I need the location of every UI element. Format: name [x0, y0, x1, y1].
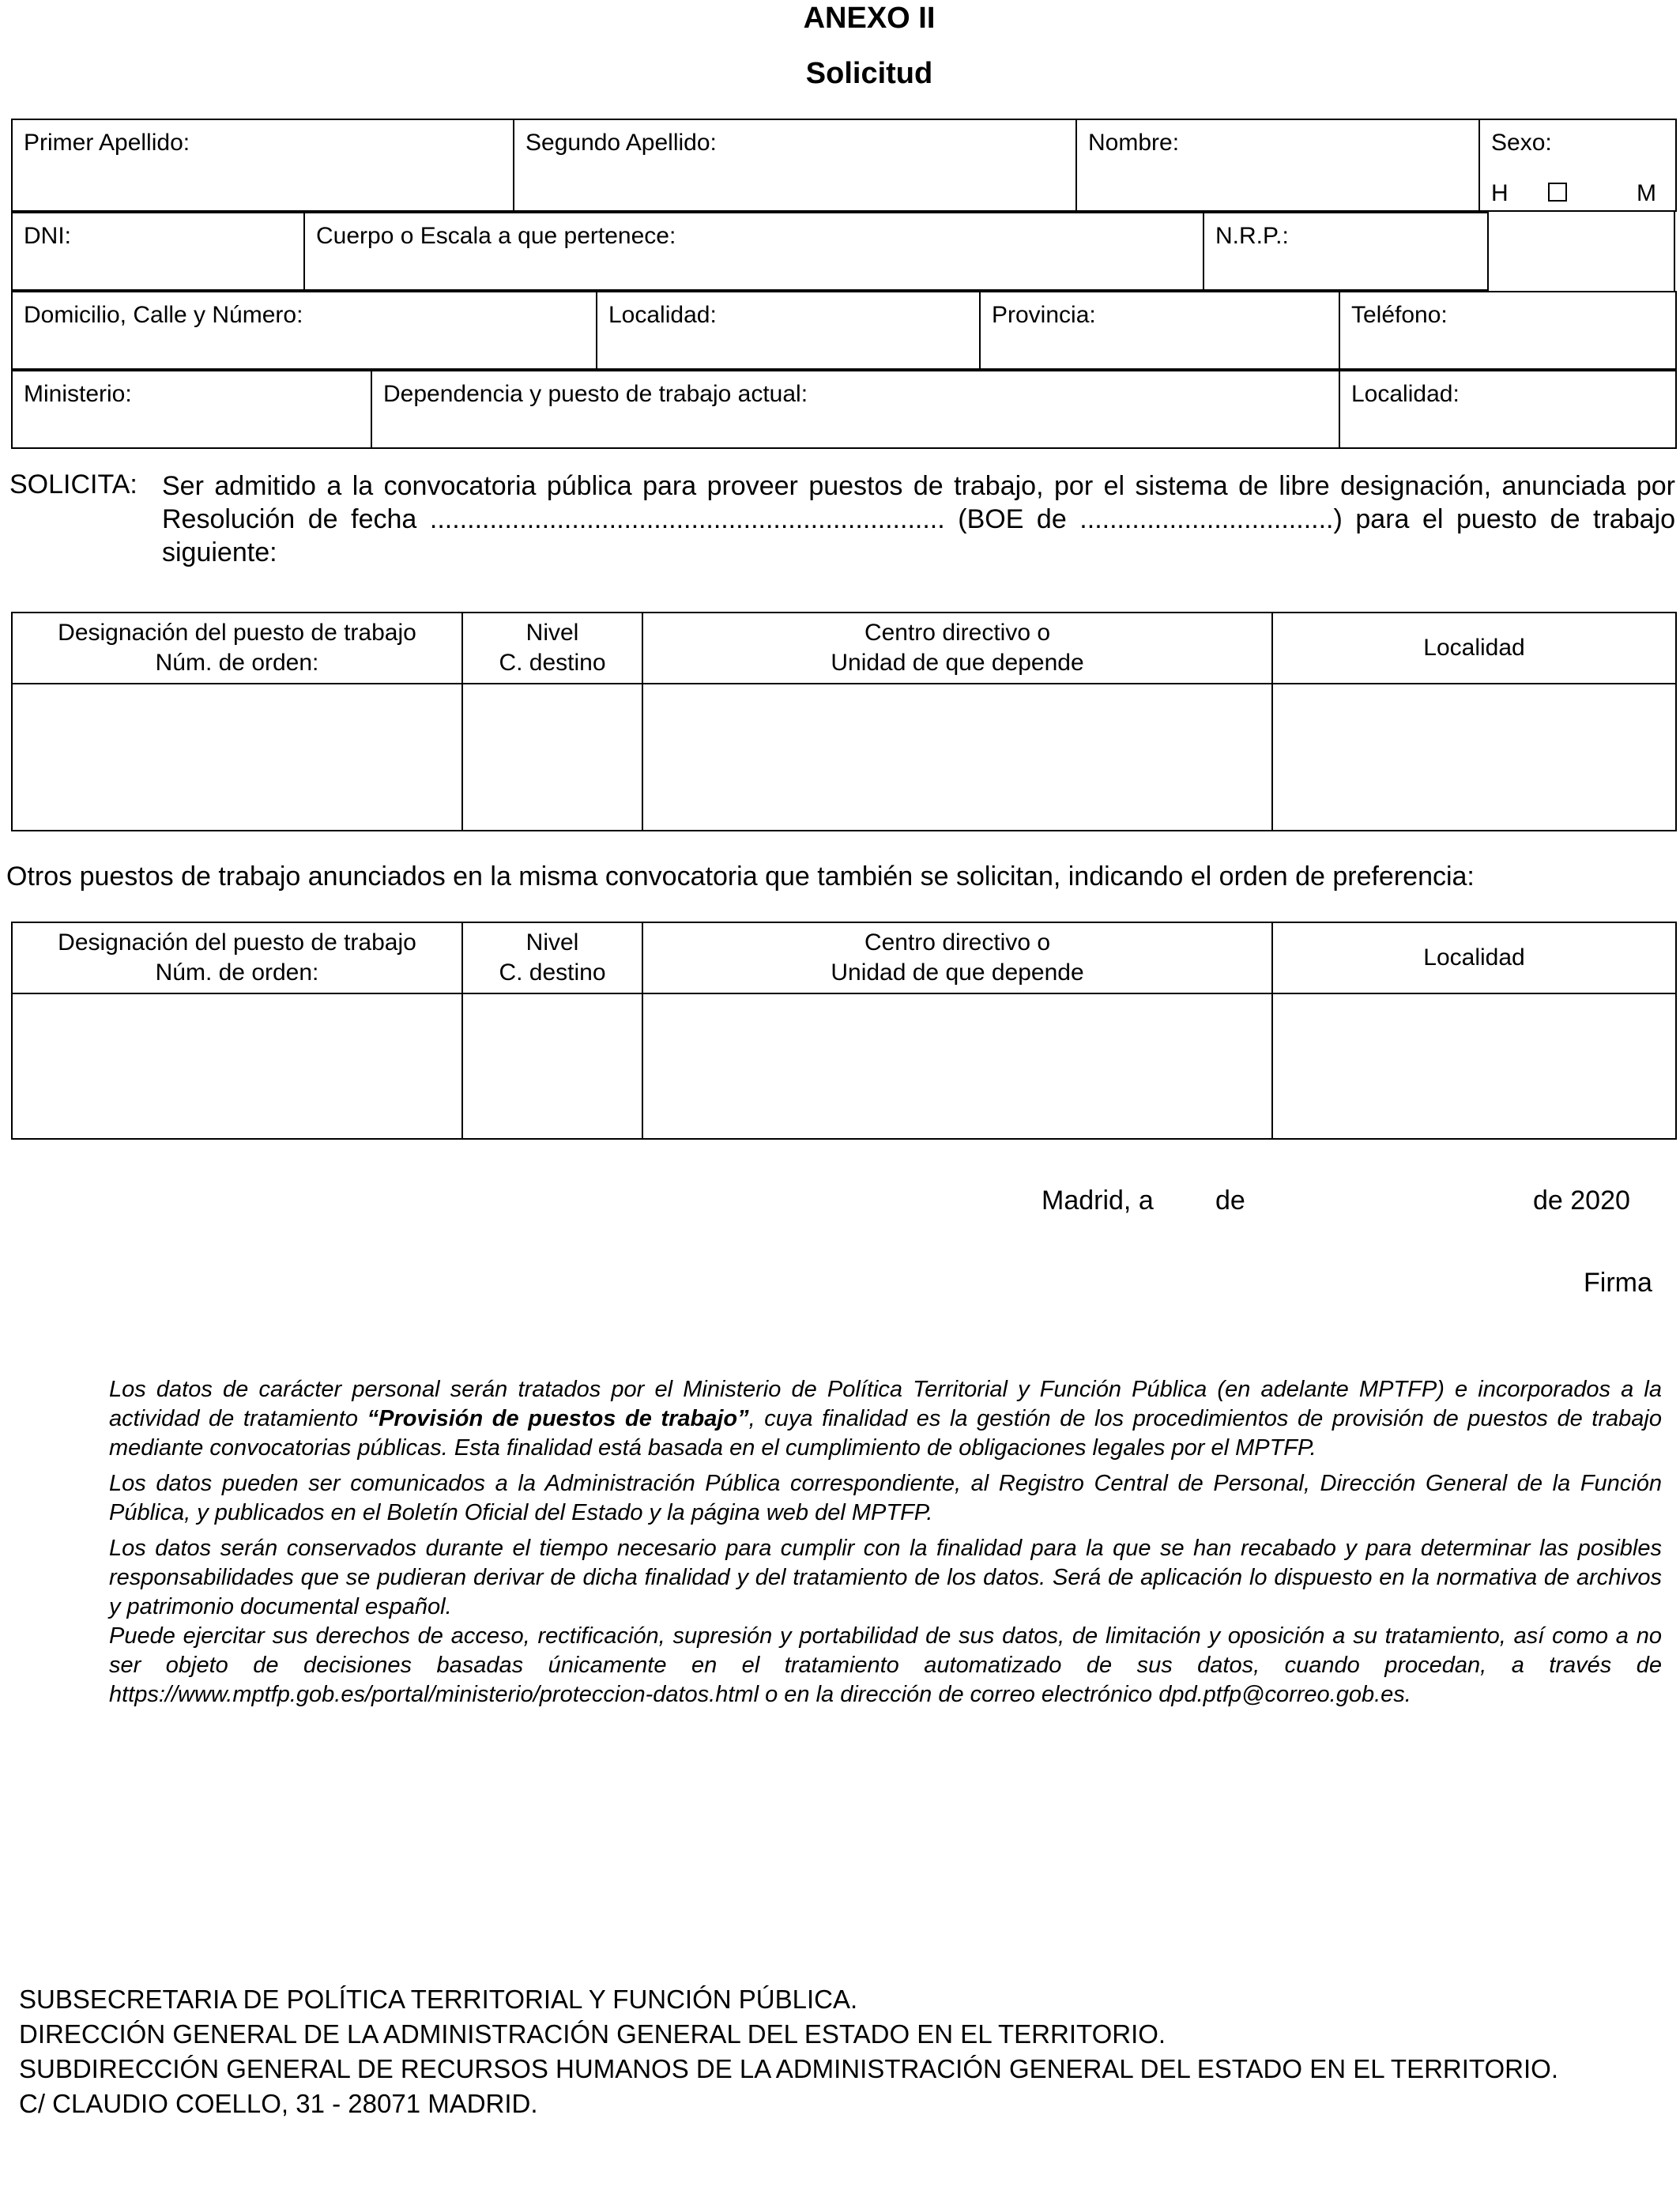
primer-apellido-label: Primer Apellido: — [24, 130, 190, 156]
sexo-m-option[interactable] — [1637, 180, 1680, 206]
col-centro-line2: Unidad de que depende — [831, 650, 1084, 676]
col-nivel-line1: Nivel — [525, 929, 579, 956]
dependencia-field[interactable] — [371, 371, 1339, 448]
personal-row-2 — [11, 212, 1489, 291]
footer-line-4: C/ CLAUDIO COELLO, 31 - 28071 MADRID. — [19, 2089, 538, 2118]
otros-puestos-text: Otros puestos de trabajo anunciados en la misma convocatoria que también se solicitan, indicando el orden de preferencia: — [6, 861, 1475, 892]
privacy-paragraph-1 — [109, 1375, 1662, 1463]
other-posts-table — [11, 922, 1677, 1140]
col-centro-line1: Centro directivo o — [864, 929, 1051, 956]
localidad-field[interactable] — [597, 292, 980, 369]
solicita-label: SOLICITA: — [9, 469, 137, 499]
footer-address — [19, 1982, 1558, 2121]
footer-line-2: DIRECCIÓN GENERAL DE LA ADMINISTRACIÓN GENERAL DEL ESTADO EN EL TERRITORIO. — [19, 2019, 1166, 2049]
domicilio-label: Domicilio, Calle y Número: — [24, 302, 303, 328]
cuerpo-field[interactable] — [304, 213, 1203, 290]
telefono-field[interactable] — [1339, 292, 1676, 369]
privacy-paragraph-2: Los datos pueden ser comunicados a la Administración Pública correspondiente, al Registro Central de Personal, Dirección General de la Función Pública, y publicados en el Boletín Oficial del Estado y la página web del MPTFP. — [109, 1471, 1662, 1525]
col-nivel-line2: C. destino — [499, 959, 606, 986]
col-localidad-header: Localidad — [1272, 922, 1676, 993]
nombre-field[interactable] — [1076, 119, 1479, 211]
sexo-field — [1479, 119, 1676, 211]
personal-row-1 — [11, 119, 1677, 212]
col-centro-line2: Unidad de que depende — [831, 959, 1084, 986]
col-centro-header — [642, 922, 1272, 993]
localidad2-field[interactable] — [1339, 371, 1676, 448]
privacy-paragraph-4: Puede ejercitar sus derechos de acceso, rectificación, supresión y portabilidad de sus datos, de limitación y oposición a su tratamiento, así como a no ser objeto de decisiones basadas únicamente en el tratamiento automatizado de sus datos, cuando procedan, a través de https://www.mptfp.gob.es/portal/ministerio/proteccion-datos.html o en la dirección de correo electrónico dpd.ptfp@correo.gob.es. — [109, 1623, 1662, 1707]
domicilio-field[interactable] — [12, 292, 597, 369]
sexo-h-option[interactable] — [1491, 180, 1599, 206]
col-designacion-line1: Designación del puesto de trabajo — [58, 620, 416, 646]
col-nivel-header — [462, 613, 642, 684]
sexo-h-checkbox[interactable] — [1548, 183, 1567, 202]
provincia-field[interactable] — [980, 292, 1339, 369]
centro-input-cell[interactable] — [642, 684, 1272, 831]
localidad-label: Localidad: — [608, 302, 717, 328]
ministerio-label: Ministerio: — [24, 381, 132, 407]
sexo-options — [1480, 180, 1675, 207]
localidad-input-cell[interactable] — [1272, 993, 1676, 1139]
dni-label: DNI: — [24, 223, 71, 249]
privacy-paragraph-3: Los datos serán conservados durante el tiempo necesario para cumplir con la finalidad para la que se han recabado y para determinar las posibles responsabilidades que se pudieran derivar de dicha finalidad y del tratamiento de los datos. Será de aplicación lo dispuesto en la normativa de archivos y patrimonio documental español. — [109, 1536, 1662, 1619]
primer-apellido-field[interactable] — [12, 119, 514, 211]
privacy-activity-name: “Provisión de puestos de trabajo” — [367, 1406, 749, 1431]
requested-post-table — [11, 612, 1677, 831]
form-title: Solicitud — [805, 57, 933, 90]
personal-row-3 — [11, 291, 1677, 370]
col-designacion-line2: Núm. de orden: — [155, 650, 319, 676]
fecha-year: de 2020 — [1533, 1186, 1630, 1216]
footer-line-1: SUBSECRETARIA DE POLÍTICA TERRITORIAL Y FUNCIÓN PÚBLICA. — [19, 1985, 858, 2014]
privacy-notice — [109, 1375, 1662, 1710]
col-localidad-header: Localidad — [1272, 613, 1676, 684]
cuerpo-label: Cuerpo o Escala a que pertenece: — [316, 223, 676, 249]
nivel-input-cell[interactable] — [462, 684, 642, 831]
firma-label: Firma — [1584, 1268, 1652, 1298]
annex-title: ANEXO II — [803, 2, 936, 35]
sexo-m-label: M — [1637, 180, 1657, 206]
privacy-p1-start: Los datos de carácter personal serán tratados por el Ministerio de Política Territorial y Función Pública (en adelante MPTFP) e incorporados a la actividad de tratamiento — [109, 1377, 1662, 1431]
solicita-text: Ser admitido a la convocatoria pública para proveer puestos de trabajo, por el sistema de libre designación, anunciada por Resolución de fecha ..................................................................... (BOE de ..................................) para el puesto de trabajo siguiente: — [162, 471, 1675, 567]
segundo-apellido-label: Segundo Apellido: — [525, 130, 717, 156]
designacion-input-cell[interactable] — [12, 684, 462, 831]
col-nivel-line1: Nivel — [525, 620, 579, 646]
col-nivel-header — [462, 922, 642, 993]
provincia-label: Provincia: — [992, 302, 1096, 328]
footer-line-3: SUBDIRECCIÓN GENERAL DE RECURSOS HUMANOS DE LA ADMINISTRACIÓN GENERAL DEL ESTADO EN EL TERRITORIO. — [19, 2054, 1558, 2083]
telefono-label: Teléfono: — [1351, 302, 1448, 328]
col-centro-line1: Centro directivo o — [864, 620, 1051, 646]
fecha-de: de — [1215, 1186, 1245, 1216]
col-centro-header — [642, 613, 1272, 684]
centro-input-cell[interactable] — [642, 993, 1272, 1139]
row2-right-border — [1674, 212, 1675, 291]
sexo-h-label: H — [1491, 180, 1509, 206]
col-designacion-header — [12, 613, 462, 684]
col-designacion-line2: Núm. de orden: — [155, 959, 319, 986]
localidad2-label: Localidad: — [1351, 381, 1460, 407]
designacion-input-cell[interactable] — [12, 993, 462, 1139]
fecha-madrid: Madrid, a — [1042, 1186, 1154, 1216]
col-designacion-header — [12, 922, 462, 993]
sexo-label: Sexo: — [1491, 130, 1552, 156]
localidad-input-cell[interactable] — [1272, 684, 1676, 831]
segundo-apellido-field[interactable] — [514, 119, 1076, 211]
nivel-input-cell[interactable] — [462, 993, 642, 1139]
nrp-field[interactable] — [1203, 213, 1488, 290]
personal-row-4 — [11, 370, 1677, 449]
privacy-p1-end: , cuya finalidad es la gestión de los procedimientos de provisión de puestos de trabajo mediante convocatorias públicas. Esta finalidad está basada en el cumplimiento de obligaciones legales por el MPTFP. — [109, 1406, 1662, 1461]
dni-field[interactable] — [12, 213, 304, 290]
col-designacion-line1: Designación del puesto de trabajo — [58, 929, 416, 956]
dependencia-label: Dependencia y puesto de trabajo actual: — [383, 381, 808, 407]
nombre-label: Nombre: — [1088, 130, 1180, 156]
col-nivel-line2: C. destino — [499, 650, 606, 676]
nrp-label: N.R.P.: — [1215, 223, 1289, 249]
ministerio-field[interactable] — [12, 371, 371, 448]
